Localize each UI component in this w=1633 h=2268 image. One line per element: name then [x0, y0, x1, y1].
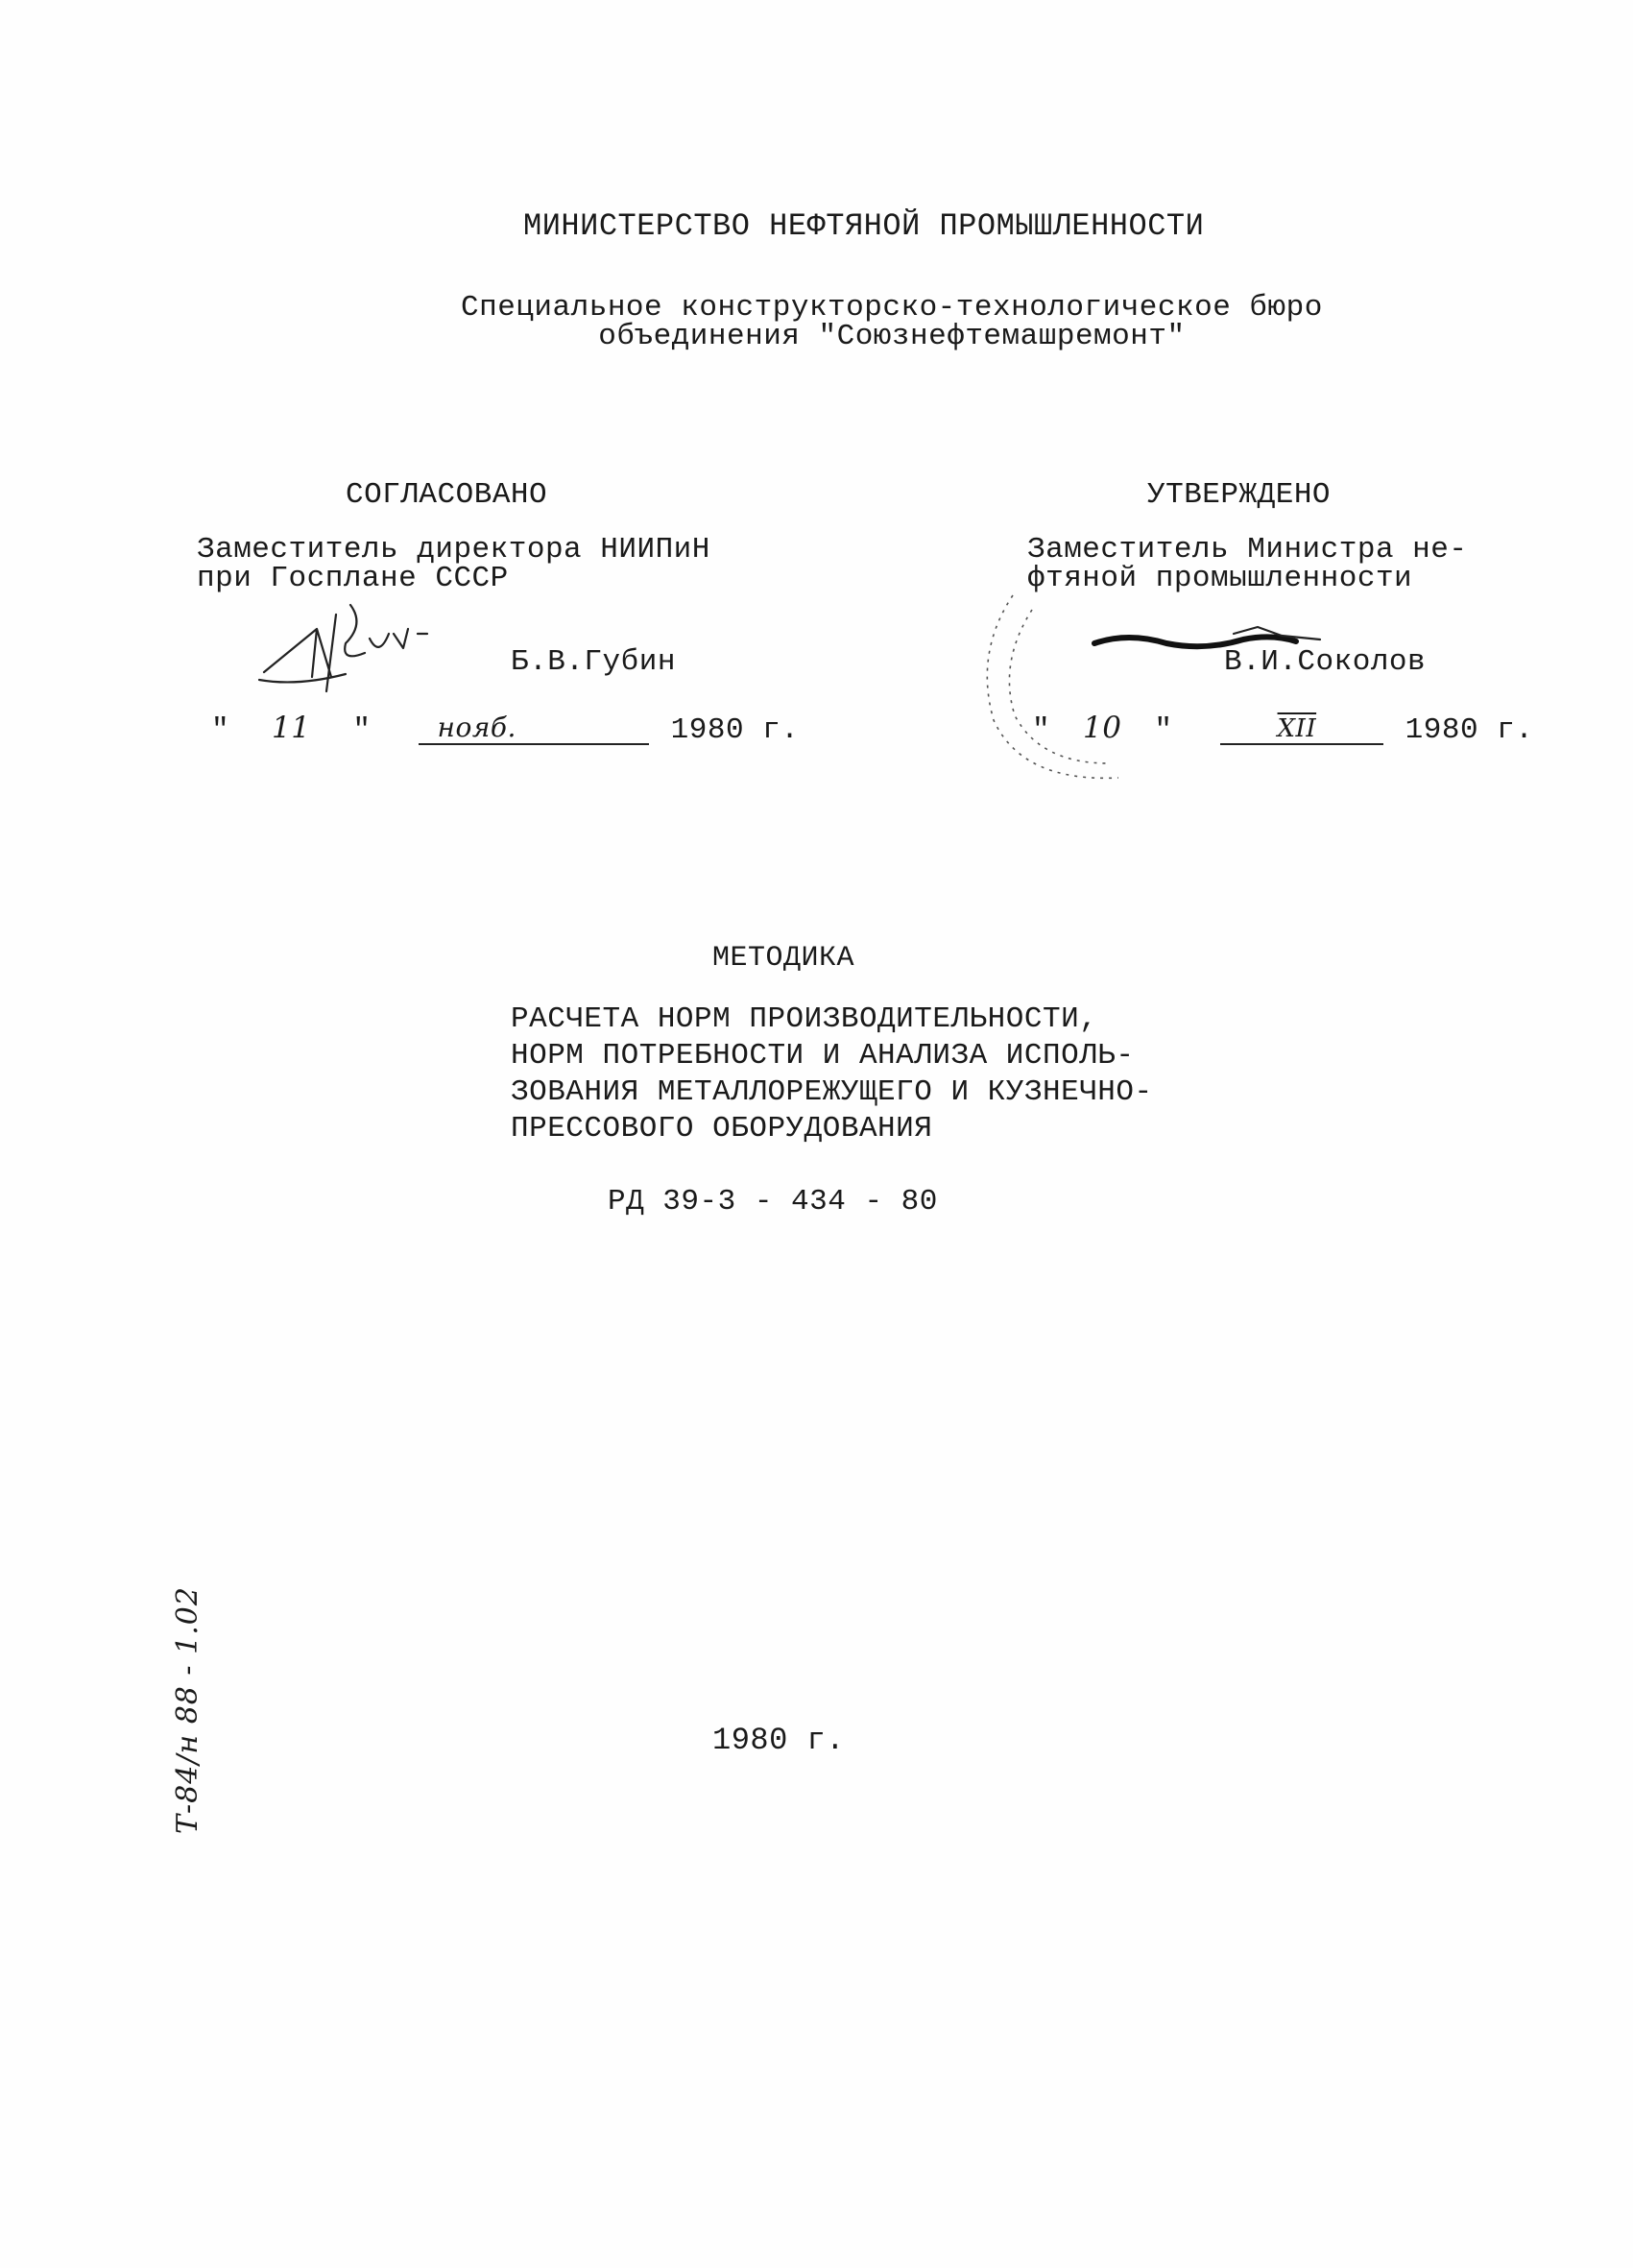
- document-code: РД 39-3 - 434 - 80: [608, 1185, 938, 1218]
- agreed-date-day: 11: [271, 711, 311, 745]
- margin-inventory-note: Т-84/н 88 - 1.02: [171, 1586, 204, 1834]
- publication-year: 1980 г.: [712, 1723, 845, 1758]
- document-subtitle-line-2: НОРМ ПОТРЕБНОСТИ И АНАЛИЗА ИСПОЛЬ-: [511, 1039, 1135, 1073]
- document-title: МЕТОДИКА: [712, 942, 855, 975]
- agreed-title: СОГЛАСОВАНО: [346, 478, 548, 512]
- agreed-position: [197, 533, 710, 595]
- agreed-date-month-line: [419, 712, 649, 745]
- agreed-date-open-quote: ": [211, 713, 230, 747]
- bureau-heading: [461, 291, 1323, 353]
- approved-date-close-quote: ": [1154, 713, 1173, 747]
- agreed-date-month: нояб.: [437, 712, 516, 743]
- approved-date: [1032, 713, 1533, 745]
- document-subtitle-line-3: ЗОВАНИЯ МЕТАЛЛОРЕЖУЩЕГО И КУЗНЕЧНО-: [511, 1075, 1153, 1109]
- bureau-line-1: Специальное конструкторско-технологическое бюро: [461, 291, 1323, 325]
- agreed-date-year: 1980 г.: [670, 713, 800, 747]
- ministry-heading: МИНИСТЕРСТВО НЕФТЯНОЙ ПРОМЫШЛЕННОСТИ: [523, 208, 1205, 244]
- approved-date-open-quote: ": [1032, 713, 1051, 747]
- approved-position-line-2: фтяной промышленности: [1027, 562, 1413, 595]
- agreed-position-line-1: Заместитель директора НИИПиН: [197, 533, 710, 567]
- official-stamp: [974, 576, 1205, 797]
- approved-position-line-1: Заместитель Министра не-: [1027, 533, 1468, 567]
- agreed-signatory-name: Б.В.Губин: [511, 645, 676, 679]
- approved-signatory-name: В.И.Соколов: [1224, 645, 1427, 679]
- agreed-signature: [259, 595, 480, 701]
- agreed-date-close-quote: ": [352, 713, 372, 747]
- document-subtitle: [511, 1001, 1153, 1147]
- agreed-position-line-2: при Госплане СССР: [197, 562, 509, 595]
- approved-title: УТВЕРЖДЕНО: [1147, 478, 1332, 512]
- document-subtitle-line-4: ПРЕССОВОГО ОБОРУДОВАНИЯ: [511, 1112, 933, 1146]
- approved-date-month-line: [1220, 714, 1383, 745]
- document-subtitle-line-1: РАСЧЕТА НОРМ ПРОИЗВОДИТЕЛЬНОСТИ,: [511, 1002, 1098, 1036]
- approved-date-day: 10: [1082, 711, 1122, 745]
- agreed-date: [211, 713, 799, 745]
- approved-date-year: 1980 г.: [1405, 713, 1534, 747]
- bureau-line-2: объединения "Союзнефтемашремонт": [598, 320, 1186, 353]
- approved-date-month: $\overline{XII}$: [1277, 714, 1317, 743]
